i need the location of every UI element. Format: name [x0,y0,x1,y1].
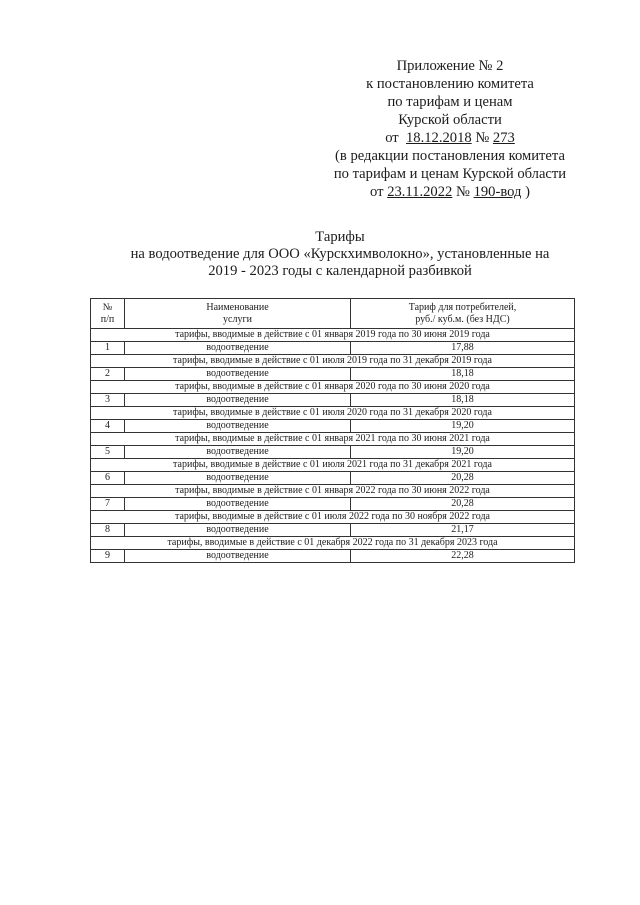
appendix-committee-line: по тарифам и ценам [387,94,513,110]
document-title [100,229,580,280]
appendix-block [300,57,600,201]
tariff-value: 19,20 [351,446,575,459]
period-row [91,381,575,394]
number-label: № [475,130,490,146]
row-number: 9 [91,550,125,563]
row-number: 5 [91,446,125,459]
period-row [91,329,575,342]
table-row [91,550,575,563]
row-number: 3 [91,394,125,407]
row-number: 2 [91,368,125,381]
period-text: тарифы, вводимые в действие с 01 июля 2019 года по 31 декабря 2019 года [91,355,575,368]
period-row [91,407,575,420]
service-name: водоотведение [125,420,351,433]
service-name: водоотведение [125,446,351,459]
table-row [91,524,575,537]
edition-closing-paren: ) [525,184,530,200]
appendix-resolution-line: к постановлению комитета [366,76,534,92]
tariff-value: 20,28 [351,498,575,511]
header-tariff [351,299,575,329]
period-text: тарифы, вводимые в действие с 01 июля 2020 года по 31 декабря 2020 года [91,407,575,420]
period-row [91,355,575,368]
tariff-value: 18,18 [351,368,575,381]
row-number: 4 [91,420,125,433]
period-row [91,485,575,498]
header-service-line1: Наименование [206,301,269,313]
period-text: тарифы, вводимые в действие с 01 июля 2021 года по 31 декабря 2021 года [91,459,575,472]
edition-date-prefix: от [370,184,384,200]
table-row [91,446,575,459]
service-name: водоотведение [125,368,351,381]
appendix-edition-date-line [300,183,600,201]
table-row [91,394,575,407]
title-subheading: на водоотведение для ООО «Курскхимволокно», установленные на [130,246,550,262]
table-row [91,498,575,511]
header-number-line1: № [102,301,113,313]
header-tariff-line2: руб./ куб.м. (без НДС) [415,313,510,325]
row-number: 8 [91,524,125,537]
tariff-value: 21,17 [351,524,575,537]
period-row [91,459,575,472]
edition-date: 23.11.2022 [387,184,453,200]
resolution-number: 273 [492,130,515,146]
service-name: водоотведение [125,394,351,407]
period-row [91,511,575,524]
appendix-edition-committee-line: по тарифам и ценам Курской области [333,166,567,182]
appendix-region-line: Курской области [398,112,502,128]
appendix-edition-line: (в редакции постановления комитета [335,148,565,164]
period-text: тарифы, вводимые в действие с 01 января 2019 года по 30 июня 2019 года [91,329,575,342]
appendix-date-line [300,129,600,147]
header-service-line2: услуги [223,313,252,325]
service-name: водоотведение [125,498,351,511]
service-name: водоотведение [125,342,351,355]
header-number [91,299,125,329]
period-text: тарифы, вводимые в действие с 01 июля 2022 года по 30 ноября 2022 года [91,511,575,524]
table-header-row [91,299,575,329]
tariff-value: 20,28 [351,472,575,485]
period-text: тарифы, вводимые в действие с 01 января 2020 года по 30 июня 2020 года [91,381,575,394]
tariff-table [90,298,575,563]
header-service [125,299,351,329]
table-row [91,342,575,355]
tariff-value: 19,20 [351,420,575,433]
period-row [91,433,575,446]
tariff-value: 22,28 [351,550,575,563]
period-text: тарифы, вводимые в действие с 01 декабря 2022 года по 31 декабря 2023 года [91,537,575,550]
date-prefix: от [385,130,399,146]
table-row [91,368,575,381]
tariff-value: 17,88 [351,342,575,355]
edition-number-label: № [455,184,470,200]
table-row [91,472,575,485]
title-period: 2019 - 2023 годы с календарной разбивкой [208,263,472,279]
service-name: водоотведение [125,550,351,563]
appendix-number: Приложение № 2 [396,58,504,74]
row-number: 7 [91,498,125,511]
period-text: тарифы, вводимые в действие с 01 января 2021 года по 30 июня 2021 года [91,433,575,446]
table-row [91,420,575,433]
header-tariff-line1: Тариф для потребителей, [408,301,517,313]
header-number-line2: п/п [100,313,115,325]
period-text: тарифы, вводимые в действие с 01 января 2022 года по 30 июня 2022 года [91,485,575,498]
period-row [91,537,575,550]
edition-number: 190-вод [473,184,522,200]
resolution-date: 18.12.2018 [405,130,472,146]
tariff-value: 18,18 [351,394,575,407]
title-heading: Тарифы [315,229,365,245]
row-number: 6 [91,472,125,485]
service-name: водоотведение [125,524,351,537]
row-number: 1 [91,342,125,355]
service-name: водоотведение [125,472,351,485]
